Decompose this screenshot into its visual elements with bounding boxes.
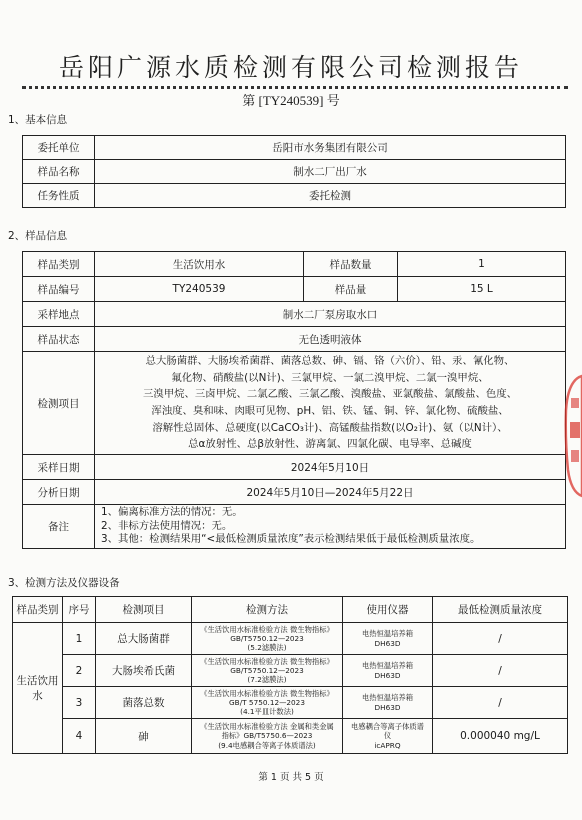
table-row: [23, 480, 566, 505]
table-row: [23, 505, 566, 549]
table-row: [23, 252, 566, 277]
instrument-line: DH63D: [374, 702, 401, 712]
report-title: 岳阳广源水质检测有限公司检测报告: [58, 53, 523, 82]
row-limit: 0.000040 mg/L: [433, 719, 568, 754]
table-row: [23, 136, 566, 160]
header-item: 检测项目: [96, 597, 192, 623]
row-no: 3: [63, 687, 96, 719]
sampling-date-label: 采样日期: [23, 455, 95, 480]
basic-info-table: [22, 135, 566, 208]
method-line: 《生活饮用水标准检验方法 金属和类金属: [200, 722, 334, 732]
table-row: [23, 184, 566, 208]
section-heading-basic: 1、基本信息: [8, 114, 68, 126]
method-line: GB/T5750.12—2023: [230, 665, 304, 675]
sample-number-value: TY240539: [95, 277, 304, 302]
sample-state-value: 无色透明液体: [95, 327, 566, 352]
table-row: [23, 327, 566, 352]
method-line: (7.2滤膜法): [247, 675, 287, 685]
sample-amount-label: 样品量: [304, 277, 398, 302]
row-item: 菌落总数: [96, 687, 192, 719]
row-item: 大肠埃希氏菌: [96, 655, 192, 687]
note-line: 2、非标方法使用情况：无。: [101, 519, 233, 532]
method-line: (5.2滤膜法): [247, 643, 287, 653]
header-category: 样品类别: [13, 597, 63, 623]
row-instrument: [343, 623, 433, 655]
sample-name-label: 样品名称: [23, 160, 95, 184]
notes-value: [95, 505, 566, 549]
task-type-value: 委托检测: [95, 184, 566, 208]
client-value: 岳阳市水务集团有限公司: [95, 136, 566, 160]
row-no: 2: [63, 655, 96, 687]
method-line: GB/T5750.12—2023: [230, 633, 304, 643]
note-line: 1、偏离标准方法的情况：无。: [101, 506, 243, 519]
table-row: [23, 302, 566, 327]
instrument-line: DH63D: [374, 638, 401, 648]
sample-state-label: 样品状态: [23, 327, 95, 352]
instrument-line: 仪: [383, 731, 392, 741]
row-method: [192, 687, 343, 719]
sampling-date-value: 2024年5月10日: [95, 455, 566, 480]
row-item: 砷: [96, 719, 192, 754]
header-instrument: 使用仪器: [343, 597, 433, 623]
table-row: [23, 352, 566, 455]
sample-category-value: 生活饮用水: [95, 252, 304, 277]
table-row: [13, 623, 568, 655]
instrument-line: icAPRQ: [374, 740, 401, 750]
header-method: 检测方法: [192, 597, 343, 623]
test-items-label: 检测项目: [23, 352, 95, 455]
sampling-site-label: 采样地点: [23, 302, 95, 327]
table-row: [23, 277, 566, 302]
test-items-line: 溶解性总固体、总硬度(以CaCO₃计)、高锰酸盐指数(以O₂计)、氨（以N计）、: [152, 421, 508, 434]
test-items-line: 总α放射性、总β放射性、游离氯、四氯化碳、电导率、总碱度: [188, 438, 472, 451]
test-items-line: 总大肠菌群、大肠埃希菌群、菌落总数、砷、镉、铬（六价）、铅、汞、氰化物、: [145, 355, 515, 368]
method-line: 《生活饮用水标准检验方法 微生物指标》: [200, 688, 334, 698]
category-cell: 生活饮用水: [13, 623, 63, 754]
instrument-line: 电热恒温培养箱: [361, 661, 414, 671]
instrument-line: 电感耦合等离子体质谱: [351, 722, 424, 732]
notes-label: 备注: [23, 505, 95, 549]
table-row: [23, 160, 566, 184]
sample-number-label: 样品编号: [23, 277, 95, 302]
sample-category-label: 样品类别: [23, 252, 95, 277]
sample-quantity-value: 1: [398, 252, 566, 277]
row-limit: /: [433, 687, 568, 719]
table-row: [13, 655, 568, 687]
row-instrument: [343, 687, 433, 719]
method-line: (4.1平皿计数法): [240, 707, 294, 717]
test-items-line: 浑浊度、臭和味、肉眼可见物、pH、铝、铁、锰、铜、锌、氯化物、硫酸盐、: [151, 405, 509, 417]
title-divider: [22, 86, 568, 89]
sample-quantity-label: 样品数量: [304, 252, 398, 277]
methods-table: [12, 596, 568, 754]
client-label: 委托单位: [23, 136, 95, 160]
row-no: 1: [63, 623, 96, 655]
table-header-row: [13, 597, 568, 623]
table-row: [13, 719, 568, 754]
report-number: 第 [TY240539] 号: [242, 93, 340, 108]
row-method: [192, 623, 343, 655]
task-type-label: 任务性质: [23, 184, 95, 208]
row-method: [192, 719, 343, 754]
test-items-line: 氟化物、硝酸盐(以N计)、三氯甲烷、一氯二溴甲烷、二氯一溴甲烷、: [171, 371, 489, 384]
row-no: 4: [63, 719, 96, 754]
method-line: 《生活饮用水标准检验方法 微生物指标》: [200, 656, 334, 666]
section-heading-sample: 2、样品信息: [8, 230, 68, 242]
instrument-line: 电热恒温培养箱: [361, 693, 414, 703]
row-method: [192, 655, 343, 687]
instrument-line: DH63D: [374, 670, 401, 680]
test-items-value: [95, 352, 566, 455]
instrument-line: 电热恒温培养箱: [361, 629, 414, 639]
sample-amount-value: 15 L: [398, 277, 566, 302]
red-seal-stamp: [562, 370, 582, 500]
method-line: 《生活饮用水标准检验方法 微生物指标》: [200, 624, 334, 634]
note-line: 3、其他：检测结果用“<最低检测质量浓度”表示检测结果低于最低检测质量浓度。: [101, 533, 481, 546]
row-limit: /: [433, 623, 568, 655]
section-heading-methods: 3、检测方法及仪器设备: [8, 577, 120, 589]
header-no: 序号: [63, 597, 96, 623]
method-line: 指标》GB/T5750.6—2023: [221, 731, 313, 741]
analysis-date-value: 2024年5月10日—2024年5月22日: [95, 480, 566, 505]
row-instrument: [343, 655, 433, 687]
sample-name-value: 制水二厂出厂水: [95, 160, 566, 184]
sampling-site-value: 制水二厂泵房取水口: [95, 302, 566, 327]
header-limit: 最低检测质量浓度: [433, 597, 568, 623]
row-limit: /: [433, 655, 568, 687]
table-row: [13, 687, 568, 719]
method-line: (9.4电感耦合等离子体质谱法): [218, 740, 316, 750]
sample-info-table: [22, 251, 566, 549]
analysis-date-label: 分析日期: [23, 480, 95, 505]
row-instrument: [343, 719, 433, 754]
method-line: GB/T 5750.12—2023: [229, 697, 305, 707]
row-item: 总大肠菌群: [96, 623, 192, 655]
table-row: [23, 455, 566, 480]
page-number: 第 1 页 共 5 页: [258, 772, 324, 783]
test-items-line: 三溴甲烷、三卤甲烷、二氯乙酸、三氯乙酸、溴酸盐、亚氯酸盐、氯酸盐、色度、: [142, 388, 518, 401]
